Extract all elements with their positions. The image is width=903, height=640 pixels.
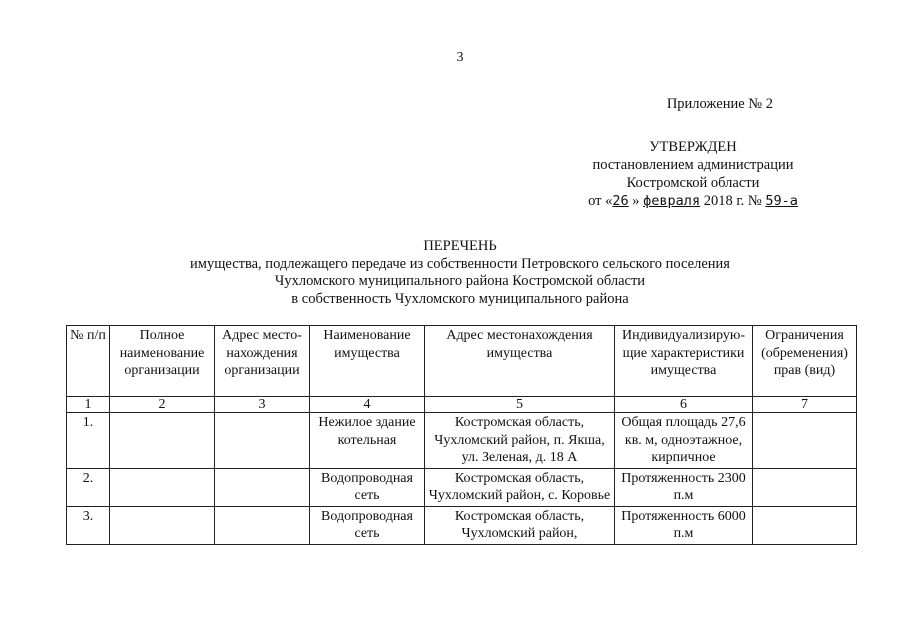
date-month: февраля	[643, 193, 701, 209]
title-line-1: имущества, подлежащего передаче из собственности Петровского сельского поселения	[190, 255, 730, 272]
column-number: 3	[215, 397, 310, 413]
page-number: 3	[456, 50, 464, 65]
header-cell-organization: Полное наименование организации	[110, 326, 215, 397]
column-number: 6	[615, 397, 753, 413]
appendix-label: Приложение № 2	[666, 96, 773, 112]
column-number: 5	[425, 397, 615, 413]
property-address-cell: Костромская область, Чухломский район, п. Якша, ул. Зеленая, д. 18 А	[425, 413, 615, 469]
approval-line-1: постановлением администрации	[592, 157, 794, 173]
organization-cell	[110, 468, 215, 506]
approval-block	[563, 138, 823, 210]
title-line-2: Чухломского муниципального района Костромской области	[274, 273, 646, 289]
column-number: 2	[110, 397, 215, 413]
date-day: 26	[612, 193, 629, 209]
approval-heading: УТВЕРЖДЕН	[649, 139, 737, 155]
property-address-cell: Костромская область, Чухломский район,	[425, 506, 615, 544]
header-cell-restrictions: Ограничения (обременения) прав (вид)	[753, 326, 857, 397]
date-prefix: от «	[588, 193, 613, 209]
org-address-cell	[215, 506, 310, 544]
column-number-row	[67, 397, 857, 413]
row-number: 1.	[67, 413, 110, 469]
table-row	[67, 468, 857, 506]
date-year: 2018 г. №	[700, 193, 766, 209]
characteristics-cell: Протяженность 2300 п.м	[615, 468, 753, 506]
column-number: 1	[67, 397, 110, 413]
row-number: 2.	[67, 468, 110, 506]
property-name-cell: Водопроводная сеть	[310, 468, 425, 506]
table-row	[67, 506, 857, 544]
date-day-suffix: »	[628, 193, 644, 209]
header-cell-characteristics: Индивидуализирую-щие характеристики имущества	[615, 326, 753, 397]
document-title	[0, 238, 903, 308]
characteristics-cell: Общая площадь 27,6 кв. м, одноэтажное, кирпичное	[615, 413, 753, 469]
header-cell-property-address: Адрес местонахождения имущества	[425, 326, 615, 397]
header-cell-property-name: Наименование имущества	[310, 326, 425, 397]
property-address-cell: Костромская область, Чухломский район, с. Коровье	[425, 468, 615, 506]
header-cell-number: № п/п	[67, 326, 110, 397]
org-address-cell	[215, 468, 310, 506]
restrictions-cell	[753, 413, 857, 469]
column-number: 7	[753, 397, 857, 413]
characteristics-cell: Протяженность 6000 п.м	[615, 506, 753, 544]
organization-cell	[110, 506, 215, 544]
table-row	[67, 413, 857, 469]
header-cell-org-address: Адрес место-нахождения организации	[215, 326, 310, 397]
restrictions-cell	[753, 468, 857, 506]
table-header-row	[67, 326, 857, 397]
approval-line-2: Костромской области	[626, 175, 760, 191]
org-address-cell	[215, 413, 310, 469]
resolution-number: 59-а	[765, 193, 798, 209]
approval-date-line	[563, 192, 823, 210]
title-heading: ПЕРЕЧЕНЬ	[423, 238, 497, 254]
property-name-cell: Водопроводная сеть	[310, 506, 425, 544]
row-number: 3.	[67, 506, 110, 544]
property-name-cell: Нежилое здание котельная	[310, 413, 425, 469]
restrictions-cell	[753, 506, 857, 544]
column-number: 4	[310, 397, 425, 413]
title-line-3: в собственность Чухломского муниципального района	[291, 290, 629, 307]
organization-cell	[110, 413, 215, 469]
property-table	[66, 325, 857, 545]
